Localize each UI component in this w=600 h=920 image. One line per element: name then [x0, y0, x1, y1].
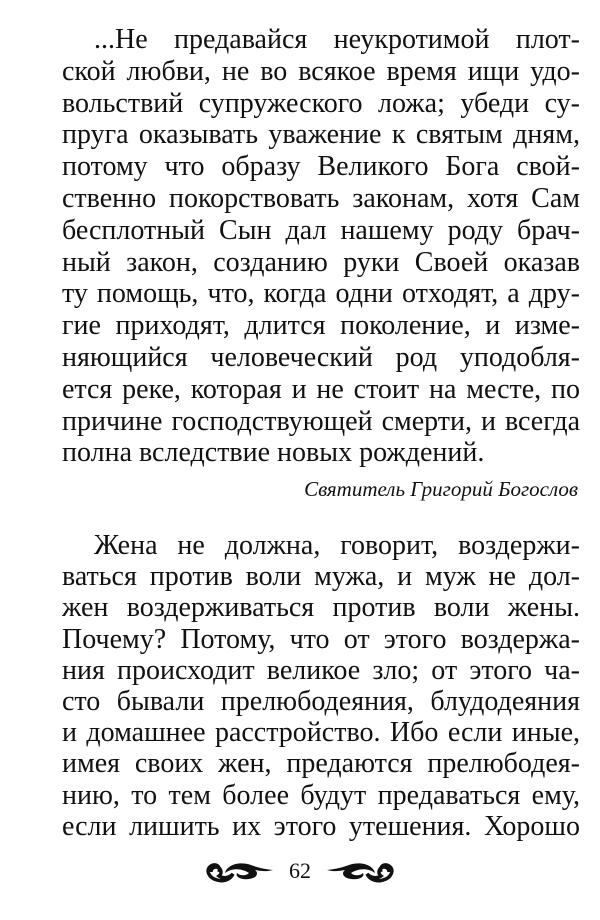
text-line: ется реке, которая и не стоит на месте, по: [62, 373, 580, 405]
text-line: няющийся человеческий род уподобля-: [62, 341, 580, 373]
text-line: бесплотный Сын дал нашему роду брач-: [62, 214, 580, 246]
page-number: 62: [289, 858, 311, 883]
quote-paragraph-1: [62, 24, 580, 469]
text-line: Почему? Потому, что от этого воздержа-: [62, 623, 580, 655]
text-line: вольствий супружеского ложа; убеди су-: [62, 87, 580, 119]
text-line: сто бывали прелюбодеяния, блудодеяния: [62, 685, 580, 717]
text-line: имея своих жен, предаются прелюбодея-: [62, 748, 580, 780]
text-line: гие приходят, длится поколение, и изме-: [62, 310, 580, 342]
text-line: ственно покорствовать законам, хотя Сам: [62, 182, 580, 214]
quote-attribution: Святитель Григорий Богослов: [304, 477, 578, 501]
text-line: ваться против воли мужа, и муж не дол-: [62, 561, 580, 593]
text-line: ту помощь, что, когда одни отходят, а дру-: [62, 278, 580, 310]
text-line: ской любви, не во всякое время ищи удо-: [62, 55, 580, 87]
text-line: Жена не должна, говорит, воздержи-: [94, 530, 580, 561]
text-line: полна вследствие новых рождений.: [62, 437, 485, 469]
text-line: ния происходит великое зло; от этого ча-: [62, 654, 580, 686]
text-line: ...Не предавайся неукротимой плот-: [94, 24, 580, 55]
ornament-right-icon: [325, 858, 397, 884]
text-line: причине господствующей смерти, и всегда: [62, 405, 580, 437]
quote-paragraph-2: [62, 530, 580, 842]
page-footer: [0, 858, 600, 884]
text-line: если лишить их этого утешения. Хорошо: [62, 810, 580, 842]
text-line: потому что образу Великого Бога свой-: [62, 151, 580, 183]
text-line: нию, то тем более будут предаваться ему,: [62, 779, 580, 811]
ornament-left-icon: [203, 858, 275, 884]
text-line: жен воздерживаться против воли жены.: [62, 592, 580, 624]
text-line: ный закон, созданию руки Своей оказав: [62, 246, 580, 278]
text-line: пруга оказывать уважение к святым дням,: [62, 119, 580, 151]
text-line: и домашнее расстройство. Ибо если иные,: [62, 717, 580, 749]
